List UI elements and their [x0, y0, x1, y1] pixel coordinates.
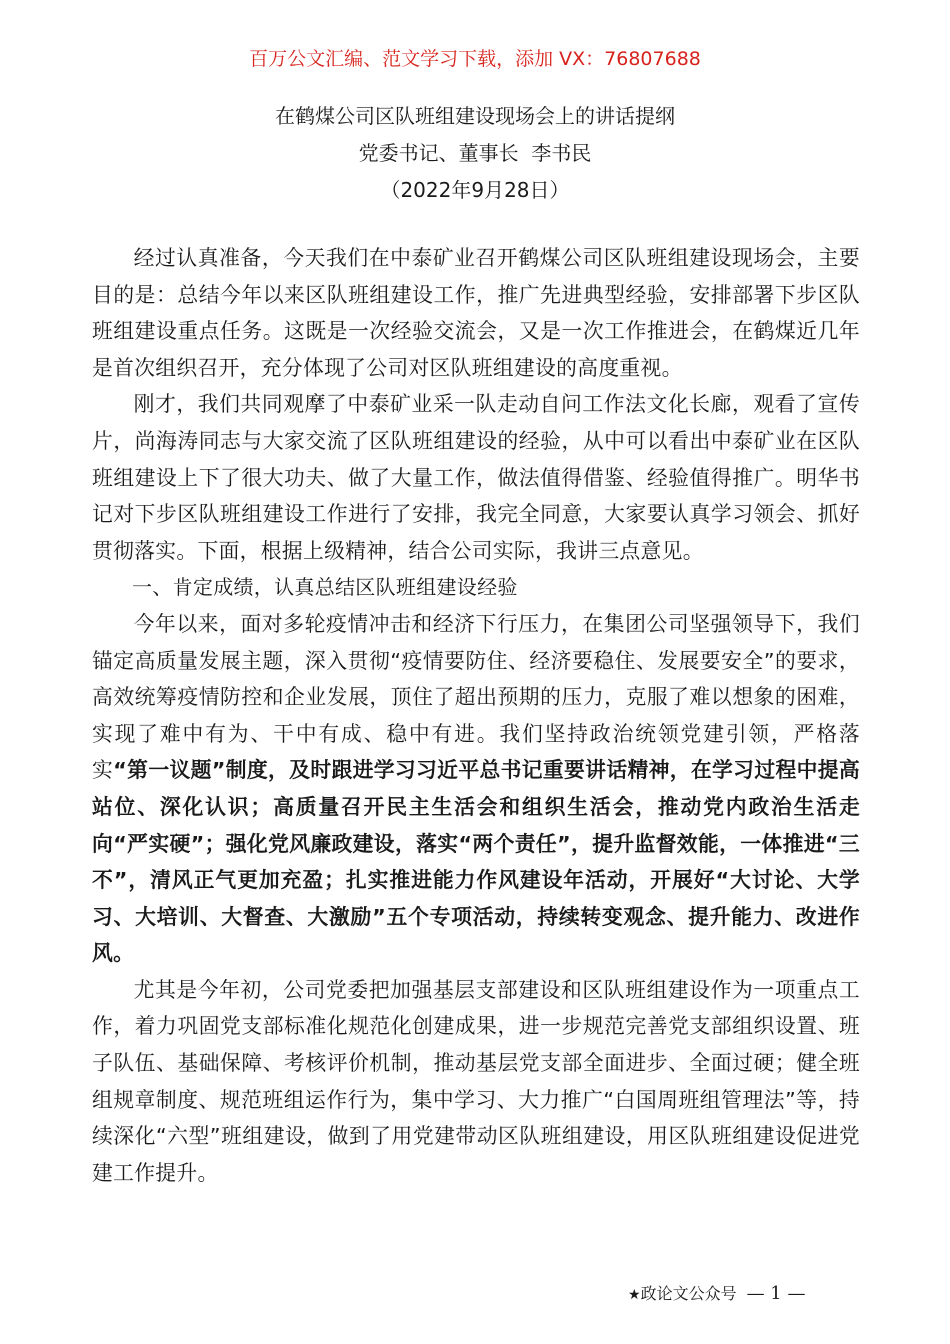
paragraph-intro: 经过认真准备，今天我们在中泰矿业召开鹤煤公司区队班组建设现场会，主要目的是：总结今年以来区队班组建设工作，推广先进典型经验，安排部署下步区队班组建设重点任务。这既是一次经验交流会，又是一次工作推进会，在鹤煤近几年是首次组织召开，充分体现了公司对区队班组建设的高度重视。: [92, 246, 860, 380]
paragraph-achievements: [92, 606, 860, 972]
paragraph-party-building: 尤其是今年初，公司党委把加强基层支部建设和区队班组建设作为一项重点工作，着力巩固党支部标准化规范化创建成果，进一步规范完善党支部组织设置、班子队伍、基础保障、考核评价机制，推动基层党支部全面进步、全面过硬；健全班组规章制度、规范班组运作行为，集中学习、大力推广“白国周班组管理法”等，持续深化“六型”班组建设，做到了用党建带动区队班组建设，用区队班组建设促进党建工作提升。: [92, 977, 860, 1185]
section-heading-1: 一、肯定成绩，认真总结区队班组建设经验: [132, 575, 518, 600]
page-number: — 1 —: [746, 1283, 806, 1304]
date-line: （2022年9月28日）: [380, 178, 570, 202]
promo-banner: 百万公文汇编、范文学习下载，添加 VX：76807688: [249, 48, 701, 70]
title-block: [0, 98, 950, 209]
document-body: [92, 240, 860, 1191]
achievements-text: 今年以来，面对多轮疫情冲击和经济下行压力，在集团公司坚强领导下，我们锚定高质量发展主题，深入贯彻“疫情要防住、经济要稳住、发展要安全”的要求，高效统筹疫情防控和企业发展，顶住了超出预期的压力，克服了难以想象的困难，实现了难中有为、干中有成、稳中有进。我们坚持政治统领党建引领，严格落实: [92, 611, 860, 783]
footer-label: 政论文公众号: [640, 1284, 737, 1303]
page-footer: [628, 1282, 805, 1307]
achievements-bold-text: “第一议题”制度，及时跟进学习习近平总书记重要讲话精神，在学习过程中提高站位、深化认识；高质量召开民主生活会和组织生活会，推动党内政治生活走向“严实硬”；强化党风廉政建设，落实“两个责任”，提升监督效能，一体推进“三不”，清风正气更加充盈；扎实推进能力作风建设年活动，开展好“大讨论、大学习、大培训、大督查、大激励”五个专项活动，持续转变观念、提升能力、改进作风。: [92, 758, 860, 966]
document-title: 在鹤煤公司区队班组建设现场会上的讲话提纲: [275, 104, 675, 128]
star-icon: ★: [628, 1287, 641, 1303]
speaker-line: 党委书记、董事长 李书民: [358, 141, 592, 165]
paragraph-observation: 刚才，我们共同观摩了中泰矿业采一队走动自问工作法文化长廊，观看了宣传片，尚海涛同志与大家交流了区队班组建设的经验，从中可以看出中泰矿业在区队班组建设上下了很大功夫、做了大量工作，做法值得借鉴、经验值得推广。明华书记对下步区队班组建设工作进行了安排，我完全同意，大家要认真学习领会、抓好贯彻落实。下面，根据上级精神，结合公司实际，我讲三点意见。: [92, 392, 860, 563]
